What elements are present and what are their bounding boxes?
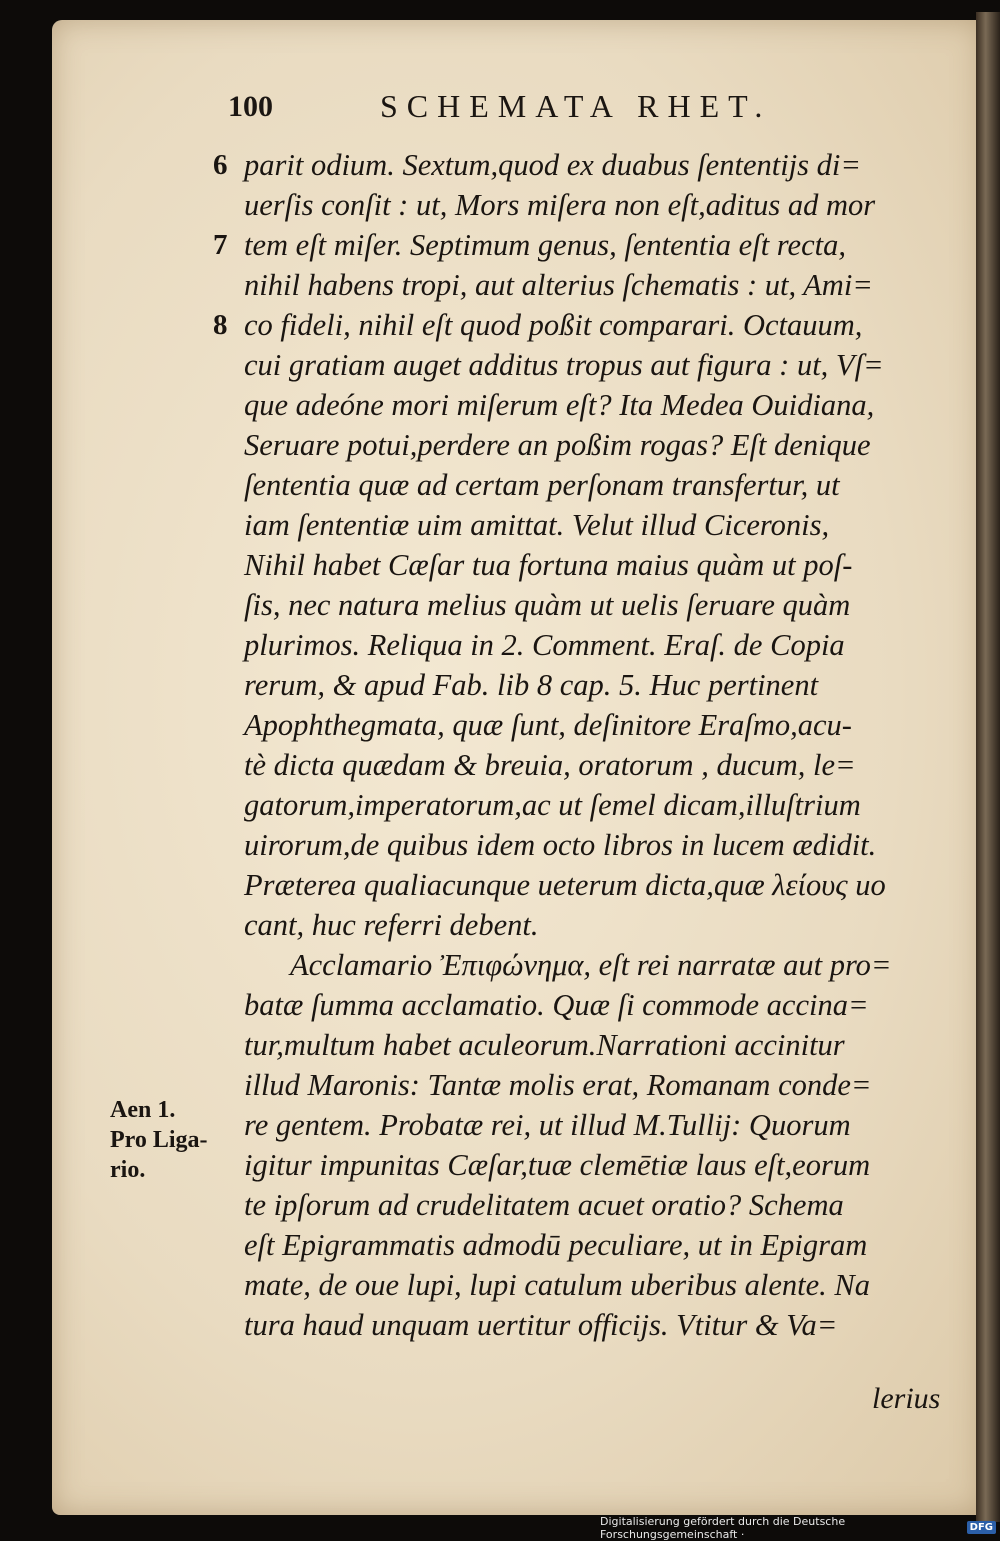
page-number: 100 <box>228 90 273 123</box>
margin-note: Aen 1. <box>110 1097 176 1123</box>
text-line: Apophthegmata, quæ ſunt, deſinitore Eraſmo,acu- <box>244 708 852 742</box>
text-line: ſis, nec natura melius quàm ut uelis ſeruare quàm <box>244 588 851 622</box>
text-line: Seruare potui,perdere an poßim rogas? Eſt denique <box>244 428 871 462</box>
text-line: te ipſorum ad crudelitatem acuet oratio? Schema <box>244 1188 844 1222</box>
page-header <box>0 90 1000 140</box>
text-line: tura haud unquam uertitur officijs. Vtitur & Va= <box>244 1308 838 1342</box>
margin-number: 7 <box>213 229 228 261</box>
text-line: Nihil habet Cæſar tua fortuna maius quàm ut poſ- <box>244 548 853 582</box>
text-line: plurimos. Reliqua in 2. Comment. Eraſ. de Copia <box>244 628 845 662</box>
digitization-footer <box>600 1514 1000 1541</box>
text-line: rerum, & apud Fab. lib 8 cap. 5. Huc pertinent <box>244 668 819 702</box>
catchword: lerius <box>872 1382 941 1415</box>
text-line: igitur impunitas Cæſar,tuæ clemētiæ laus eſt,eorum <box>244 1148 871 1182</box>
dfg-logo: DFG <box>967 1521 996 1534</box>
text-line: tur,multum habet aculeorum.Narrationi accinitur <box>244 1028 845 1062</box>
text-line: illud Maronis: Tantæ molis erat, Romanam conde= <box>244 1068 872 1102</box>
text-line: uerſis conſit : ut, Mors miſera non eſt,aditus ad mor <box>244 188 876 222</box>
running-title: SCHEMATA RHET. <box>380 88 772 124</box>
page-edge <box>976 12 1000 1522</box>
text-line: co fideli, nihil eſt quod poßit comparari. Octauum, <box>244 308 863 342</box>
text-line: parit odium. Sextum,quod ex duabus ſententijs di= <box>244 148 861 182</box>
text-line: batæ ſumma acclamatio. Quæ ſi commode accina= <box>244 988 869 1022</box>
text-line: tem eſt miſer. Septimum genus, ſententia eſt recta, <box>244 228 846 262</box>
text-line: eſt Epigrammatis admodū peculiare, ut in Epigram <box>244 1228 868 1262</box>
text-line: iam ſententiæ uim amittat. Velut illud Ciceronis, <box>244 508 830 542</box>
text-line: ſententia quæ ad certam perſonam transfertur, ut <box>244 468 840 502</box>
margin-note: Pro Liga- <box>110 1127 208 1153</box>
text-line: gatorum,imperatorum,ac ut ſemel dicam,illuſtrium <box>244 788 861 822</box>
text-line: uirorum,de quibus idem octo libros in lucem ædidit. <box>244 828 877 862</box>
text-line: cui gratiam auget additus tropus aut figura : ut, Vſ= <box>244 348 884 382</box>
text-line: nihil habens tropi, aut alterius ſchematis : ut, Ami= <box>244 268 873 302</box>
footer-credit: Digitalisierung gefördert durch die Deutsche Forschungsgemeinschaft · <box>600 1514 846 1541</box>
margin-number: 8 <box>213 309 228 341</box>
text-line: cant, huc referri debent. <box>244 908 539 942</box>
margin-number: 6 <box>213 149 228 181</box>
text-line: re gentem. Probatæ rei, ut illud M.Tullij: Quorum <box>244 1108 851 1142</box>
text-line: que adeóne mori miſerum eſt? Ita Medea Ouidiana, <box>244 388 875 422</box>
text-line: Præterea qualiacunque ueterum dicta,quæ λείους uo <box>244 868 886 902</box>
text-line: tè dicta quædam & breuia, oratorum , ducum, le= <box>244 748 856 782</box>
margin-note: rio. <box>110 1157 146 1183</box>
text-line: mate, de oue lupi, lupi catulum uberibus alente. Na <box>244 1268 871 1302</box>
text-line: Acclamario Ἐπιφώνημα, eſt rei narratæ aut pro= <box>290 948 892 982</box>
